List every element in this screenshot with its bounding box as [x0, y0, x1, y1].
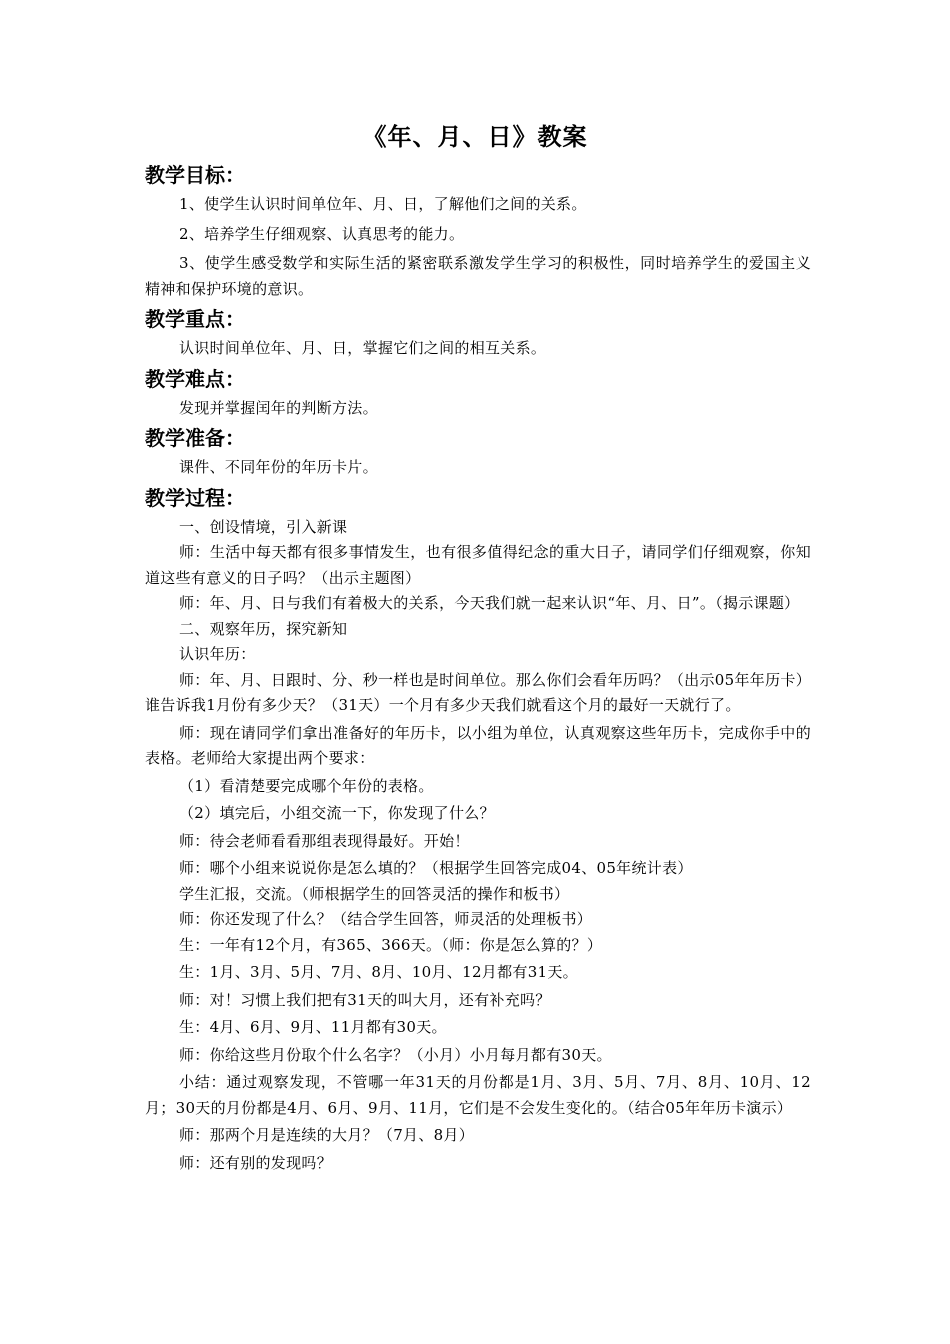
objective-item: 2、培养学生仔细观察、认真思考的能力。: [179, 224, 465, 243]
process-paragraph: 师：还有别的发现吗？: [179, 1153, 333, 1172]
document-body: [145, 158, 811, 1176]
process-paragraph: 师：哪个小组来说说你是怎么填的？（根据学生回答完成04、05年统计表）: [179, 859, 693, 877]
process-heading: 教学过程：: [145, 485, 245, 510]
process-paragraph: （1）看清楚要完成哪个年份的表格。: [179, 776, 434, 795]
preparation-heading: 教学准备：: [145, 426, 245, 450]
process-paragraph: 师：生活中每天都有很多事情发生，也有很多值得纪念的重大日子，请同学们仔细观察，你知道这些有意义的日子吗？（出示主题图）: [145, 543, 811, 587]
process-paragraph: 二、观察年历，探究新知: [179, 619, 348, 638]
process-paragraph: 师：你给这些月份取个什么名字？（小月）小月每月都有30天。: [179, 1045, 612, 1064]
document-title: 《年、月、日》教案: [362, 123, 588, 151]
objective-item: 1、使学生认识时间单位年、月、日，了解他们之间的关系。: [179, 195, 587, 213]
process-paragraph: 生：4月、6月、9月、11月都有30天。: [179, 1018, 447, 1036]
process-paragraph: 师：你还发现了什么？（结合学生回答，师灵活的处理板书）: [179, 910, 593, 928]
key-points-heading: 教学重点：: [145, 307, 245, 331]
process-paragraph: 师：年、月、日跟时、分、秒一样也是时间单位。那么你们会看年历吗？（出示05年年历卡）谁告诉我1月份有多少天？（31天）一个月有多少天我们就看这个月的最好一天就行了。: [145, 670, 811, 714]
objective-item: 3、使学生感受数学和实际生活的紧密联系激发学生学习的积极性，同时培养学生的爱国主义精神和保护环境的意识。: [145, 254, 811, 298]
objectives-heading: 教学目标：: [145, 163, 245, 187]
process-paragraph: 师：现在请同学们拿出准备好的年历卡，以小组为单位，认真观察这些年历卡，完成你手中的表格。老师给大家提出两个要求：: [145, 723, 811, 767]
process-paragraph: 师：年、月、日与我们有着极大的关系，今天我们就一起来认识“年、月、日”。（揭示课题）: [179, 594, 800, 612]
process-paragraph: 生：一年有12个月，有365、366天。（师：你是怎么算的？）: [179, 935, 603, 954]
process-paragraph: 师：对！习惯上我们把有31天的叫大月，还有补充吗？: [179, 990, 551, 1009]
process-paragraph: 小结：通过观察发现，不管哪一年31天的月份都是1月、3月、5月、7月、8月、10月、12月；30天的月份都是4月、6月、9月、11月，它们是不会发生变化的。（结合05年年历卡演示）: [145, 1073, 811, 1117]
process-paragraph: 师：待会老师看看那组表现得最好。开始！: [179, 831, 470, 850]
preparation-text: 课件、不同年份的年历卡片。: [179, 458, 378, 476]
process-paragraph: 学生汇报，交流。（师根据学生的回答灵活的操作和板书）: [179, 884, 570, 903]
process-paragraph: 师：那两个月是连续的大月？（7月、8月）: [179, 1126, 475, 1144]
process-paragraph: 生：1月、3月、5月、7月、8月、10月、12月都有31天。: [179, 963, 578, 981]
difficulties-heading: 教学难点：: [145, 366, 245, 391]
difficulties-text: 发现并掌握闰年的判断方法。: [179, 398, 378, 417]
process-paragraph: 一、创设情境，引入新课: [179, 517, 348, 536]
process-paragraph: （2）填完后，小组交流一下，你发现了什么？: [179, 804, 495, 822]
process-paragraph: 认识年历：: [179, 645, 256, 663]
key-points-text: 认识时间单位年、月、日，掌握它们之间的相互关系。: [179, 339, 547, 357]
